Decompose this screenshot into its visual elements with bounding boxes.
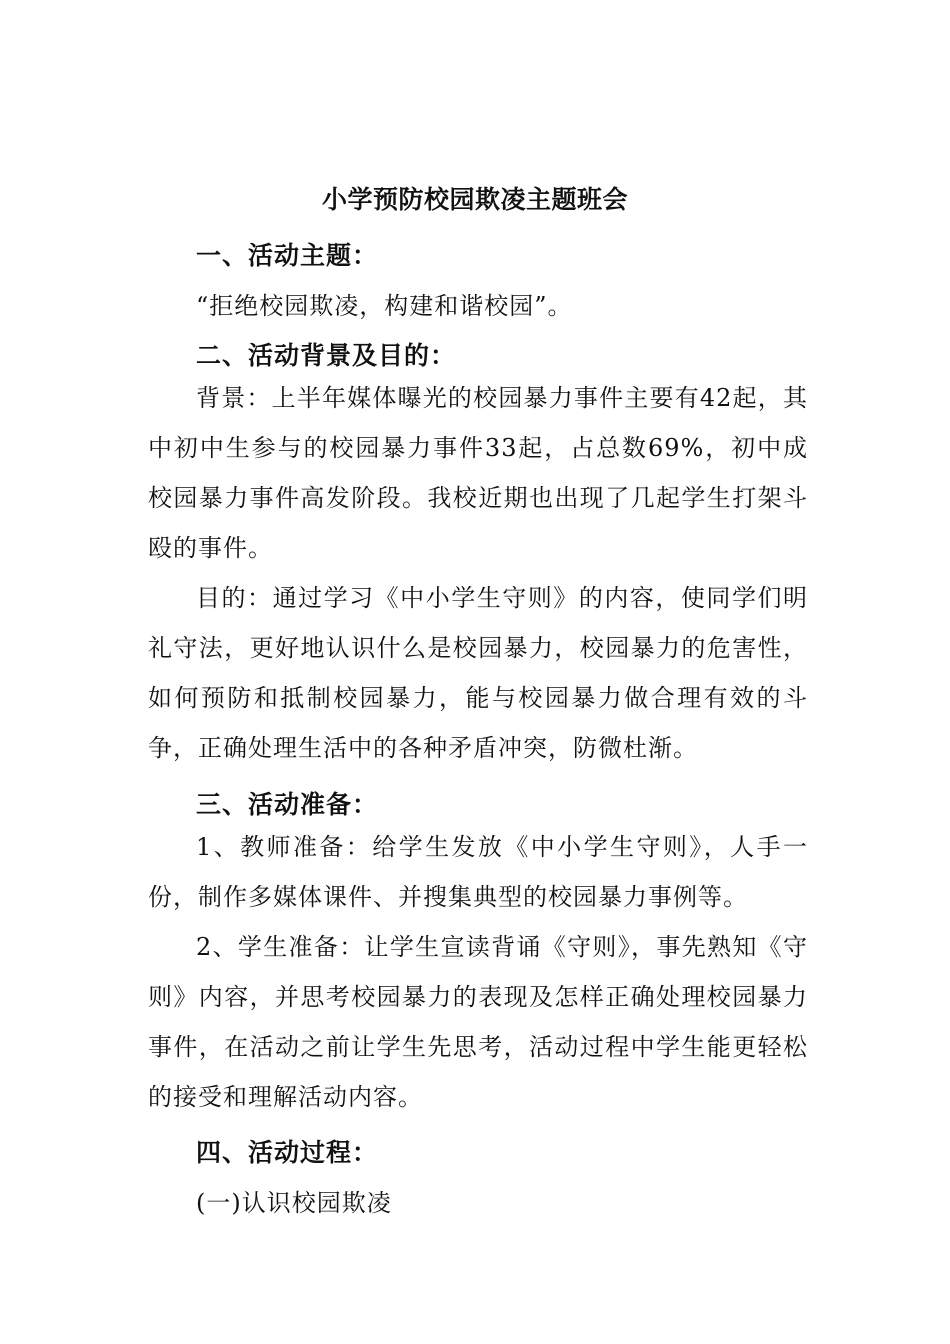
background-paragraph: 背景：上半年媒体曝光的校园暴力事件主要有42起，其中初中生参与的校园暴力事件33起，占总数69%，初中成校园暴力事件高发阶段。我校近期也出现了几起学生打架斗殴的事件。	[148, 384, 808, 562]
purpose-paragraph: 目的：通过学习《中小学生守则》的内容，使同学们明礼守法，更好地认识什么是校园暴力，校园暴力的危害性，如何预防和抵制校园暴力，能与校园暴力做合理有效的斗争，正确处理生活中的各种矛盾冲突，防微杜渐。	[148, 584, 808, 762]
section-heading-theme: 一、活动主题：	[196, 241, 379, 270]
teacher-preparation-paragraph: 1、教师准备：给学生发放《中小学生守则》，人手一份，制作多媒体课件、并搜集典型的校园暴力事例等。	[148, 833, 808, 911]
subsection-heading-recognize: (一)认识校园欺凌	[196, 1189, 392, 1217]
theme-text: “拒绝校园欺凌，构建和谐校园”。	[196, 292, 573, 320]
section-heading-preparation: 三、活动准备：	[196, 790, 379, 819]
section-heading-background: 二、活动背景及目的：	[196, 341, 457, 370]
section-heading-process: 四、活动过程：	[196, 1138, 379, 1167]
page-title: 小学预防校园欺凌主题班会	[321, 185, 628, 214]
student-preparation-paragraph: 2、学生准备：让学生宣读背诵《守则》，事先熟知《守则》内容，并思考校园暴力的表现及怎样正确处理校园暴力事件，在活动之前让学生先思考，活动过程中学生能更轻松的接受和理解活动内容。	[148, 933, 808, 1111]
